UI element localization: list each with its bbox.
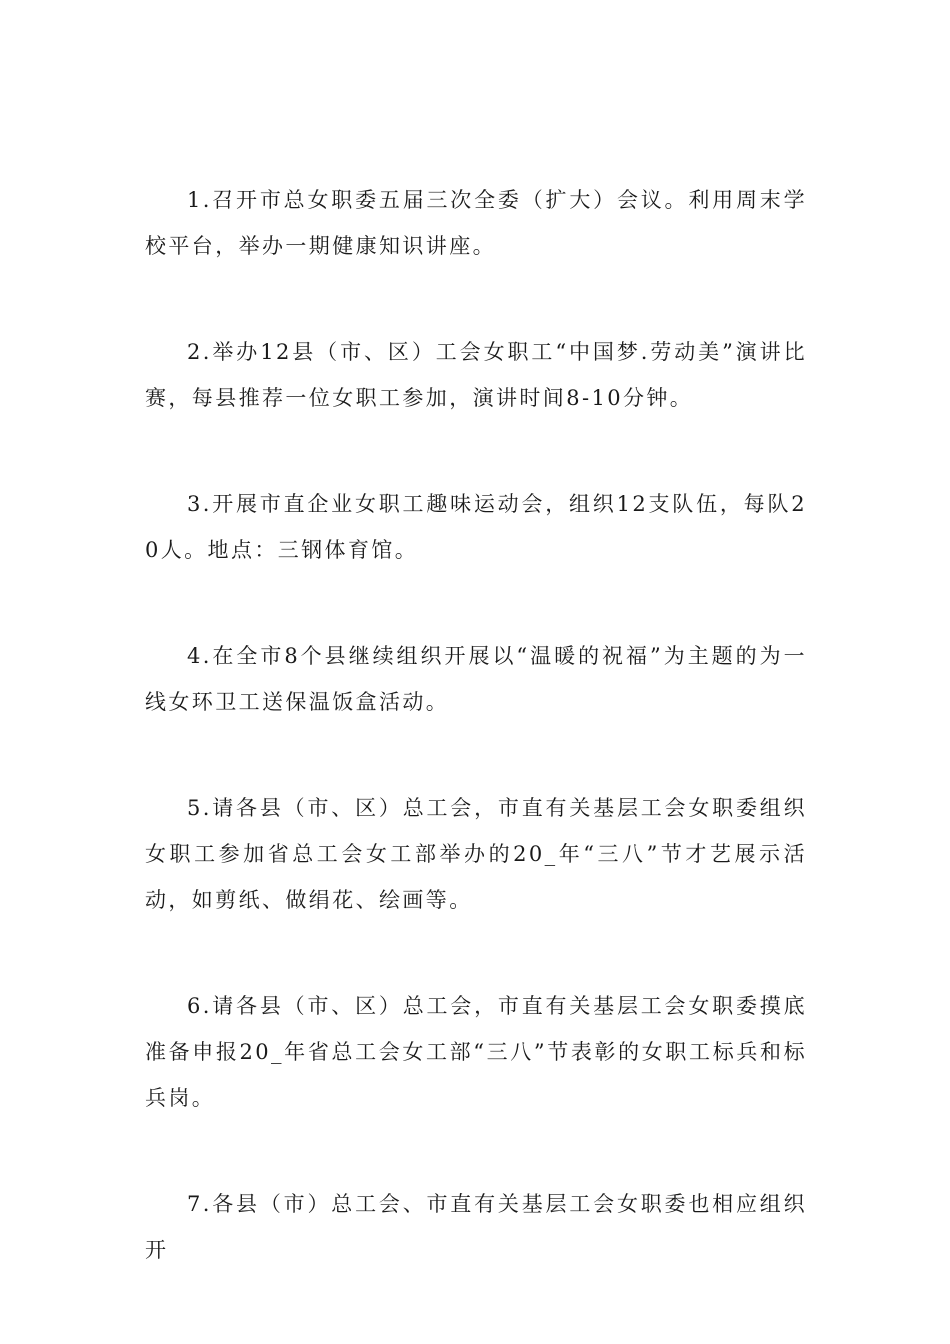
paragraph-1: 1.召开市总女职委五届三次全委（扩大）会议。利用周末学校平台，举办一期健康知识讲座。: [145, 188, 807, 258]
paragraph-6: 6.请各县（市、区）总工会，市直有关基层工会女职委摸底准备申报20_年省总工会女工部“三八”节表彰的女职工标兵和标兵岗。: [145, 994, 807, 1110]
paragraph-5: 5.请各县（市、区）总工会，市直有关基层工会女职委组织女职工参加省总工会女工部举办的20_年“三八”节才艺展示活动，如剪纸、做绢花、绘画等。: [145, 796, 807, 912]
paragraph-7: 7.各县（市）总工会、市直有关基层工会女职委也相应组织开: [145, 1192, 807, 1262]
paragraph-2: 2.举办12县（市、区）工会女职工“中国梦.劳动美”演讲比赛，每县推荐一位女职工参加，演讲时间8-10分钟。: [145, 340, 807, 410]
paragraph-4: 4.在全市8个县继续组织开展以“温暖的祝福”为主题的为一线女环卫工送保温饭盒活动。: [145, 644, 807, 714]
document-body: [145, 177, 807, 1333]
paragraph-3: 3.开展市直企业女职工趣味运动会，组织12支队伍，每队20人。地点：三钢体育馆。: [145, 492, 807, 562]
